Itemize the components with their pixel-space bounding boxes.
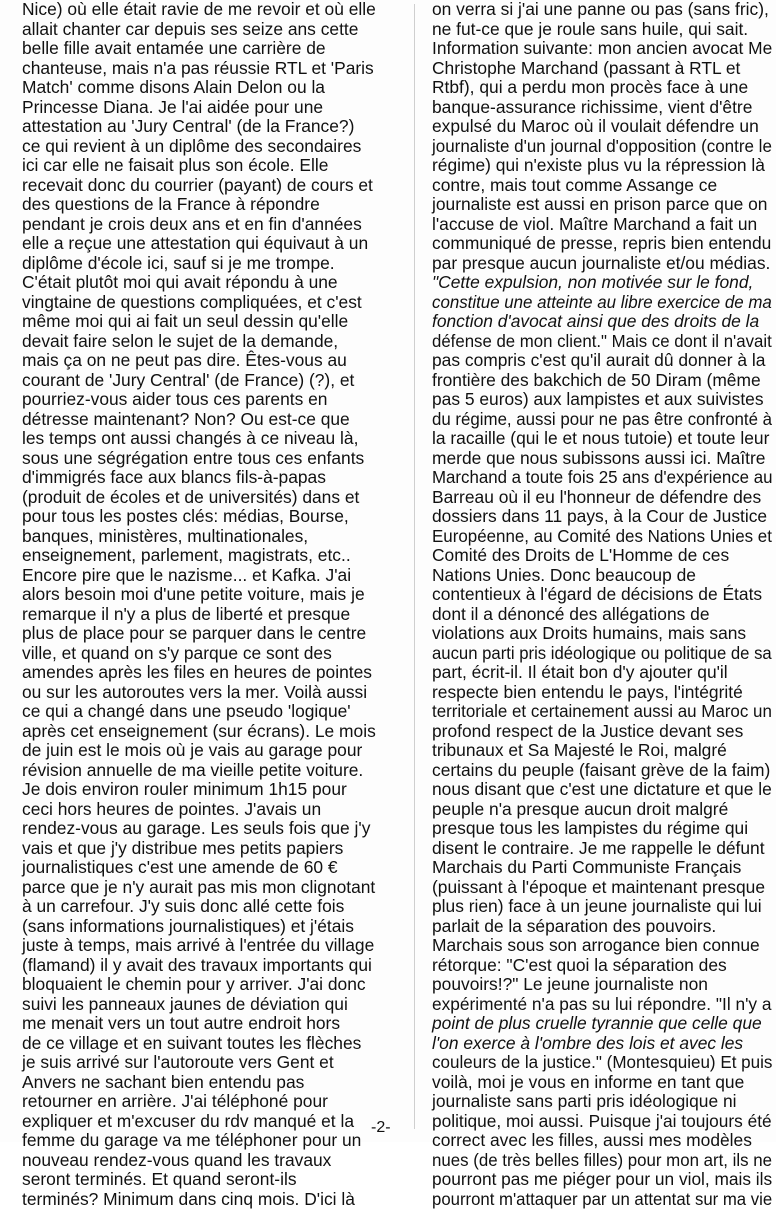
text-line: Christophe Marchand (passant à RTL et (432, 59, 772, 79)
text-line: même moi qui ai fait un seul dessin qu'elle (22, 312, 400, 332)
text-line: Marchais du Parti Communiste Français (432, 858, 772, 878)
text-line: rétorque: "C'est quoi la séparation des (432, 956, 772, 976)
text-line: me menait vers un tout autre endroit hors (22, 1014, 400, 1034)
text-line: je suis arrivé sur l'autoroute vers Gent et (22, 1053, 400, 1073)
text-line: vais et que j'y distribue mes petits papiers (22, 839, 400, 859)
text-line: dont il a dénoncé des allégations de (432, 605, 772, 625)
text-line: contentieux à l'égard de décisions de États (432, 585, 772, 605)
text-line: retourner en arrière. J'ai téléphoné pour (22, 1092, 400, 1112)
page-number: -2- (371, 1119, 391, 1137)
text-line: Rtbf), qui a perdu mon procès face à une (432, 78, 772, 98)
text-line: rendez-vous au garage. Les seuls fois que j'y (22, 819, 400, 839)
text-line: défense de mon client." Mais ce dont il n'avait (432, 332, 760, 352)
text-line: ceci hors heures de pointes. J'avais un (22, 800, 400, 820)
text-line: femme du garage va me téléphoner pour un (22, 1131, 400, 1151)
text-line: expulsé du Maroc où il voulait défendre un (432, 117, 772, 137)
text-line: contre, mais tout comme Assange ce (432, 176, 772, 196)
text-line: allait chanter car depuis ses seize ans cette (22, 20, 400, 40)
text-line: (puissant à l'époque et maintenant presque (432, 878, 772, 898)
text-line: merde que nous subissons aussi ici. Maître (432, 449, 772, 469)
text-line: les temps ont aussi changés à ce niveau là, (22, 429, 400, 449)
text-line: juste à temps, mais arrivé à l'entrée du village (22, 936, 400, 956)
text-line: Je dois environ rouler minimum 1h15 pour (22, 780, 400, 800)
text-line: Marchais sous son arrogance bien connue (432, 936, 772, 956)
text-line: seront terminés. Et quand seront-ils (22, 1170, 400, 1190)
text-line: Comité des Droits de L'Homme de ces (432, 546, 772, 566)
text-line: terminés? Minimum dans cinq mois. D'ici là (22, 1190, 400, 1209)
text-line: violations aux Droits humains, mais sans (432, 624, 772, 644)
text-line: bloquaient le chemin pour y arriver. J'ai donc (22, 975, 400, 995)
text-line: journaliste d'un journal d'opposition (contre le (432, 137, 764, 157)
text-line: "Cette expulsion, non motivée sur le fond, (432, 273, 772, 293)
text-line: communiqué de presse, repris bien entendu (432, 234, 772, 254)
text-line: la racaille (qui le et nous tutoie) et toute leur (432, 429, 772, 449)
text-line: nouveau rendez-vous quand les travaux (22, 1151, 400, 1171)
text-line: l'on exerce à l'ombre des lois et avec les (432, 1034, 772, 1054)
text-line: devait faire selon le sujet de la demande, (22, 332, 400, 352)
text-line: mais ça on ne peut pas dire. Êtes-vous au (22, 351, 400, 371)
text-line: belle fille avait entamée une carrière de (22, 39, 400, 59)
text-line: (sans informations journalistiques) et j'étais (22, 917, 400, 937)
column-divider (414, 4, 415, 1129)
text-line: profond respect de la Justice devant ses (432, 722, 772, 742)
text-line: expérimenté n'a pas su lui répondre. "Il n'y a (432, 995, 770, 1015)
text-line: (flamand) il y avait des travaux importants qui (22, 956, 400, 976)
text-line: Barreau où il eu l'honneur de défendre des (432, 488, 772, 508)
text-line: on verra si j'ai une panne ou pas (sans fric), (432, 0, 772, 20)
text-line: des questions de la France à répondre (22, 195, 400, 215)
text-line: ville, et quand on s'y parque ce sont des (22, 644, 400, 664)
text-line: amendes après les files en heures de pointes (22, 663, 400, 683)
text-line: suivi les panneaux jaunes de déviation qui (22, 995, 400, 1015)
text-line: point de plus cruelle tyrannie que celle que (432, 1014, 772, 1034)
text-line: constitue une atteinte au libre exercice de ma (432, 293, 762, 313)
text-line: de juin est le mois où je vais au garage pour (22, 741, 400, 761)
text-line: parlait de la séparation des pouvoirs. (432, 917, 772, 937)
text-line: plus de place pour se parquer dans le centre (22, 624, 400, 644)
text-line: voilà, moi je vous en informe en tant que (432, 1073, 772, 1093)
text-line: C'était plutôt moi qui avait répondu à une (22, 273, 400, 293)
text-line: ici car elle ne faisait plus son école. Elle (22, 156, 400, 176)
text-line: journaliste est aussi en prison parce que on (432, 195, 772, 215)
text-line: d'immigrés face aux blancs fils-à-papas (22, 468, 400, 488)
text-line: nues (de très belles filles) pour mon art, ils ne (432, 1151, 761, 1171)
text-line: révision annuelle de ma vieille petite voiture. (22, 761, 400, 781)
text-line: pourront pas me piéger pour un viol, mais ils (432, 1170, 770, 1190)
text-line: Information suivante: mon ancien avocat Me (432, 39, 771, 59)
text-line: politique, moi aussi. Puisque j'ai toujours été (432, 1112, 770, 1132)
text-line: régime) qui n'existe plus vu la répression là (432, 156, 772, 176)
text-line: du régime, aussi pour ne pas être confronté à (432, 410, 761, 430)
text-line: respecte bien entendu le pays, l'intégrité (432, 683, 772, 703)
text-line: vingtaine de questions compliquées, et c'est (22, 293, 400, 313)
text-line: expliquer et m'excuser du rdv manqué et la (22, 1112, 400, 1132)
text-line: peuple n'a presque aucun droit malgré (432, 800, 772, 820)
text-line: banque-assurance richissime, vient d'être (432, 98, 772, 118)
text-line: frontière des bakchich de 50 Diram (même (432, 371, 772, 391)
text-line: détresse maintenant? Non? Ou est-ce que (22, 410, 400, 430)
text-line: dossiers dans 11 pays, à la Cour de Justice (432, 507, 772, 527)
text-line: pas compris c'est qu'il aurait dû donner à la (432, 351, 772, 371)
right-text-column (432, 0, 772, 1209)
text-line: par presque aucun journaliste et/ou médias. (432, 254, 772, 274)
text-line: banques, ministères, multinationales, (22, 527, 400, 547)
text-line: Encore pire que le nazisme... et Kafka. J'ai (22, 566, 400, 586)
text-line: recevait donc du courrier (payant) de cours et (22, 176, 400, 196)
text-line: courant de 'Jury Central' (de France) (?), et (22, 371, 400, 391)
text-line: aucun parti pris idéologique ou politique de sa (432, 644, 758, 664)
text-line: ce qui a changé dans une pseudo 'logique' (22, 702, 400, 722)
text-line: pourriez-vous aider tous ces parents en (22, 390, 400, 410)
text-line: certains du peuple (faisant grève de la faim) (432, 761, 772, 781)
text-line: pour tous les postes clés: médias, Bourse, (22, 507, 400, 527)
text-line: ou sur les autoroutes vers la mer. Voilà aussi (22, 683, 400, 703)
text-line: (produit de écoles et de universités) dans et (22, 488, 400, 508)
text-line: elle a reçue une attestation qui équivaut à un (22, 234, 400, 254)
text-line: Nice) où elle était ravie de me revoir et où elle (22, 0, 400, 20)
text-line: ce qui revient à un diplôme des secondaires (22, 137, 400, 157)
text-line: pendant je crois deux ans et en fin d'années (22, 215, 400, 235)
left-text-column (22, 0, 400, 1209)
text-line: alors besoin moi d'une petite voiture, mais je (22, 585, 400, 605)
text-line: pourront m'attaquer par un attentat sur ma vie (432, 1190, 759, 1209)
text-line: tribunaux et Sa Majesté le Roi, malgré (432, 741, 772, 761)
text-line: pouvoirs!?" Le jeune journaliste non (432, 975, 772, 995)
text-line: enseignement, parlement, magistrats, etc.. (22, 546, 400, 566)
text-line: correct avec les filles, aussi mes modèles (432, 1131, 772, 1151)
text-line: à un carrefour. J'y suis donc allé cette fois (22, 897, 400, 917)
text-line: de ce village et en suivant toutes les flèches (22, 1034, 400, 1054)
text-line: nous disant que c'est une dictature et que le (432, 780, 772, 800)
text-line: Anvers ne sachant bien entendu pas (22, 1073, 400, 1093)
text-line: remarque il n'y a plus de liberté et presque (22, 605, 400, 625)
text-line: parce que je n'y aurait pas mis mon clignotant (22, 878, 400, 898)
text-line: part, écrit-il. Il était bon d'y ajouter qu'il (432, 663, 772, 683)
text-line: l'accuse de viol. Maître Marchand a fait un (432, 215, 772, 235)
text-line: Match' comme disons Alain Delon ou la (22, 78, 400, 98)
text-line: ne fut-ce que je roule sans huile, qui sait. (432, 20, 772, 40)
text-line: Princesse Diana. Je l'ai aidée pour une (22, 98, 400, 118)
text-line: couleurs de la justice." (Montesquieu) Et puis (432, 1053, 765, 1073)
text-line: disent le contraire. Je me rappelle le défunt (432, 839, 772, 859)
text-line: attestation au 'Jury Central' (de la France?) (22, 117, 400, 137)
text-line: diplôme d'école ici, sauf si je me trompe. (22, 254, 400, 274)
text-line: Européenne, au Comité des Nations Unies et (432, 527, 763, 547)
text-line: chanteuse, mais n'a pas réussie RTL et 'Paris (22, 59, 400, 79)
text-line: après cet enseignement (sur écrans). Le mois (22, 722, 400, 742)
text-line: journaliste sans parti pris idéologique ni (432, 1092, 772, 1112)
text-line: Nations Unies. Donc beaucoup de (432, 566, 772, 586)
text-line: journalistiques c'est une amende de 60 € (22, 858, 400, 878)
text-line: sous une ségrégation entre tous ces enfants (22, 449, 400, 469)
text-line: presque tous les lampistes du régime qui (432, 819, 772, 839)
text-line: fonction d'avocat ainsi que des droits de la (432, 312, 772, 332)
text-line: pas 5 euros) aux lampistes et aux suivistes (432, 390, 772, 410)
text-line: territoriale et certainement aussi au Maroc un (432, 702, 763, 722)
text-line: Marchand a toute fois 25 ans d'expérience au (432, 468, 761, 488)
text-line: plus rien) face à un jeune journaliste qui lui (432, 897, 772, 917)
